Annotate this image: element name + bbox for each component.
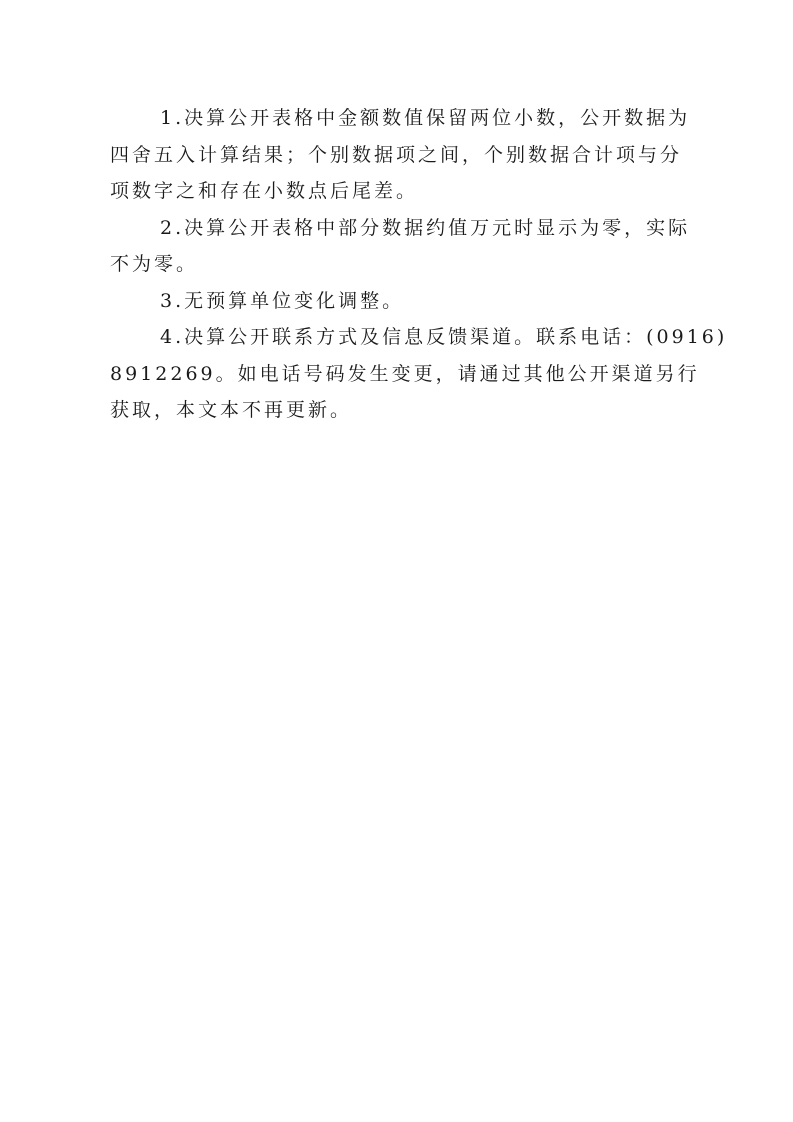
note-paragraph-3 [110,283,685,320]
paragraph-line: 3.无预算单位变化调整。 [160,289,405,312]
paragraph-line: 2.决算公开表格中部分数据约值万元时显示为零，实际 [160,216,691,239]
document-body [110,100,728,429]
paragraph-line: 1.决算公开表格中金额数值保留两位小数，公开数据为 [160,107,691,129]
paragraph-line: 4.决算公开联系方式及信息反馈渠道。联系电话：(0916) [160,326,728,348]
paragraph-line: 获取，本文本不再更新。 [110,399,353,421]
paragraph-line: 项数字之和存在小数点后尾差。 [110,180,419,202]
paragraph-line: 8912269。如电话号码发生变更，请通过其他公开渠道另行 [110,362,700,385]
note-paragraph-4 [110,319,728,429]
paragraph-line: 四舍五入计算结果；个别数据项之间，个别数据合计项与分 [110,143,683,166]
note-paragraph-1 [110,100,691,210]
note-paragraph-2 [110,210,691,283]
paragraph-line: 不为零。 [110,253,199,275]
